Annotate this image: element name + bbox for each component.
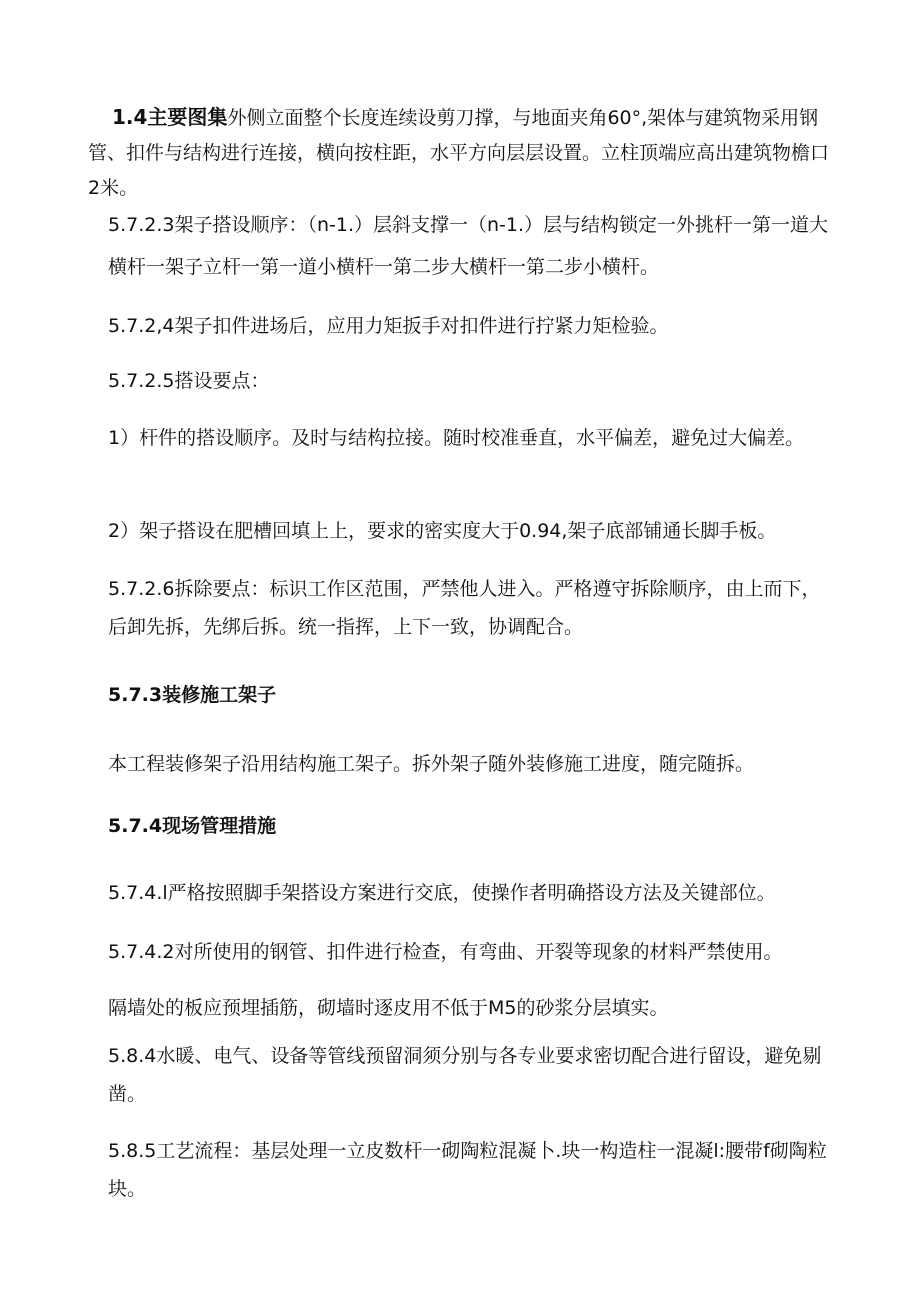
paragraph-dismantling-points: 5.7.2.6拆除要点：标识工作区范围，严禁他人进入。严格遵守拆除顺序，由上而下，后卸先拆，先绑后拆。统一指挥，上下一致，协调配合。: [108, 578, 821, 638]
paragraph-pipe-openings: 5.8.4水暖、电气、设备等管线预留洞须分别与各专业要求密切配合进行留设，避免剔凿。: [108, 1045, 822, 1105]
paragraph-scaffold-bracing: [88, 100, 833, 206]
list-item-1: 1）杆件的搭设顺序。及时与结构拉接。随时校准垂直，水平偏差，避免过大偏差。: [108, 427, 805, 449]
paragraph-text: 外侧立面整个长度连续设剪刀撑，与地面夹角60°,架体与建筑物采用钢管、扣件与结构进行连接，横向按柱距，水平方向层层设置。立柱顶端应高出建筑物檐口2米。: [88, 107, 830, 199]
paragraph-fastener-inspection: 5.7.2,4架子扣件进场后，应用力矩扳手对扣件进行拧紧力矩检验。: [108, 315, 669, 337]
paragraph-process-flow: 5.8.5工艺流程：基层处理一立皮数杆一砌陶粒混凝卜.块一构造柱一混凝l:腰带f砌陶粒块。: [108, 1140, 827, 1200]
section-heading-decoration-scaffold: 5.7.3装修施工架子: [108, 684, 277, 706]
section-heading-site-management: 5.7.4现场管理措施: [108, 815, 277, 837]
paragraph-partition-wall: 隔墙处的板应预埋插筋，砌墙时逐皮用不低于M5的砂浆分层填实。: [108, 997, 669, 1019]
section-lead-label: 1.4主要图集: [112, 105, 228, 129]
paragraph-erection-sequence: 5.7.2.3架子搭设顺序：（n-1.）层斜支撑一（n-1.）层与结构锁定一外挑杆一第一道大横杆一架子立杆一第一道小横杆一第二步大横杆一第二步小横杆。: [108, 214, 829, 278]
paragraph-technical-briefing: 5.7.4.l严格按照脚手架搭设方案进行交底，使操作者明确搭设方法及关键部位。: [108, 882, 776, 904]
paragraph-decoration-scaffold: 本工程装修架子沿用结构施工架子。拆外架子随外装修施工进度，随完随拆。: [108, 753, 755, 775]
paragraph-material-inspection: 5.7.4.2对所使用的钢管、扣件进行检查，有弯曲、开裂等现象的材料严禁使用。: [108, 941, 783, 963]
paragraph-erection-points: 5.7.2.5搭设要点：: [108, 370, 270, 392]
list-item-2: 2）架子搭设在肥槽回填上上，要求的密实度大于0.94,架子底部铺通长脚手板。: [108, 520, 777, 542]
